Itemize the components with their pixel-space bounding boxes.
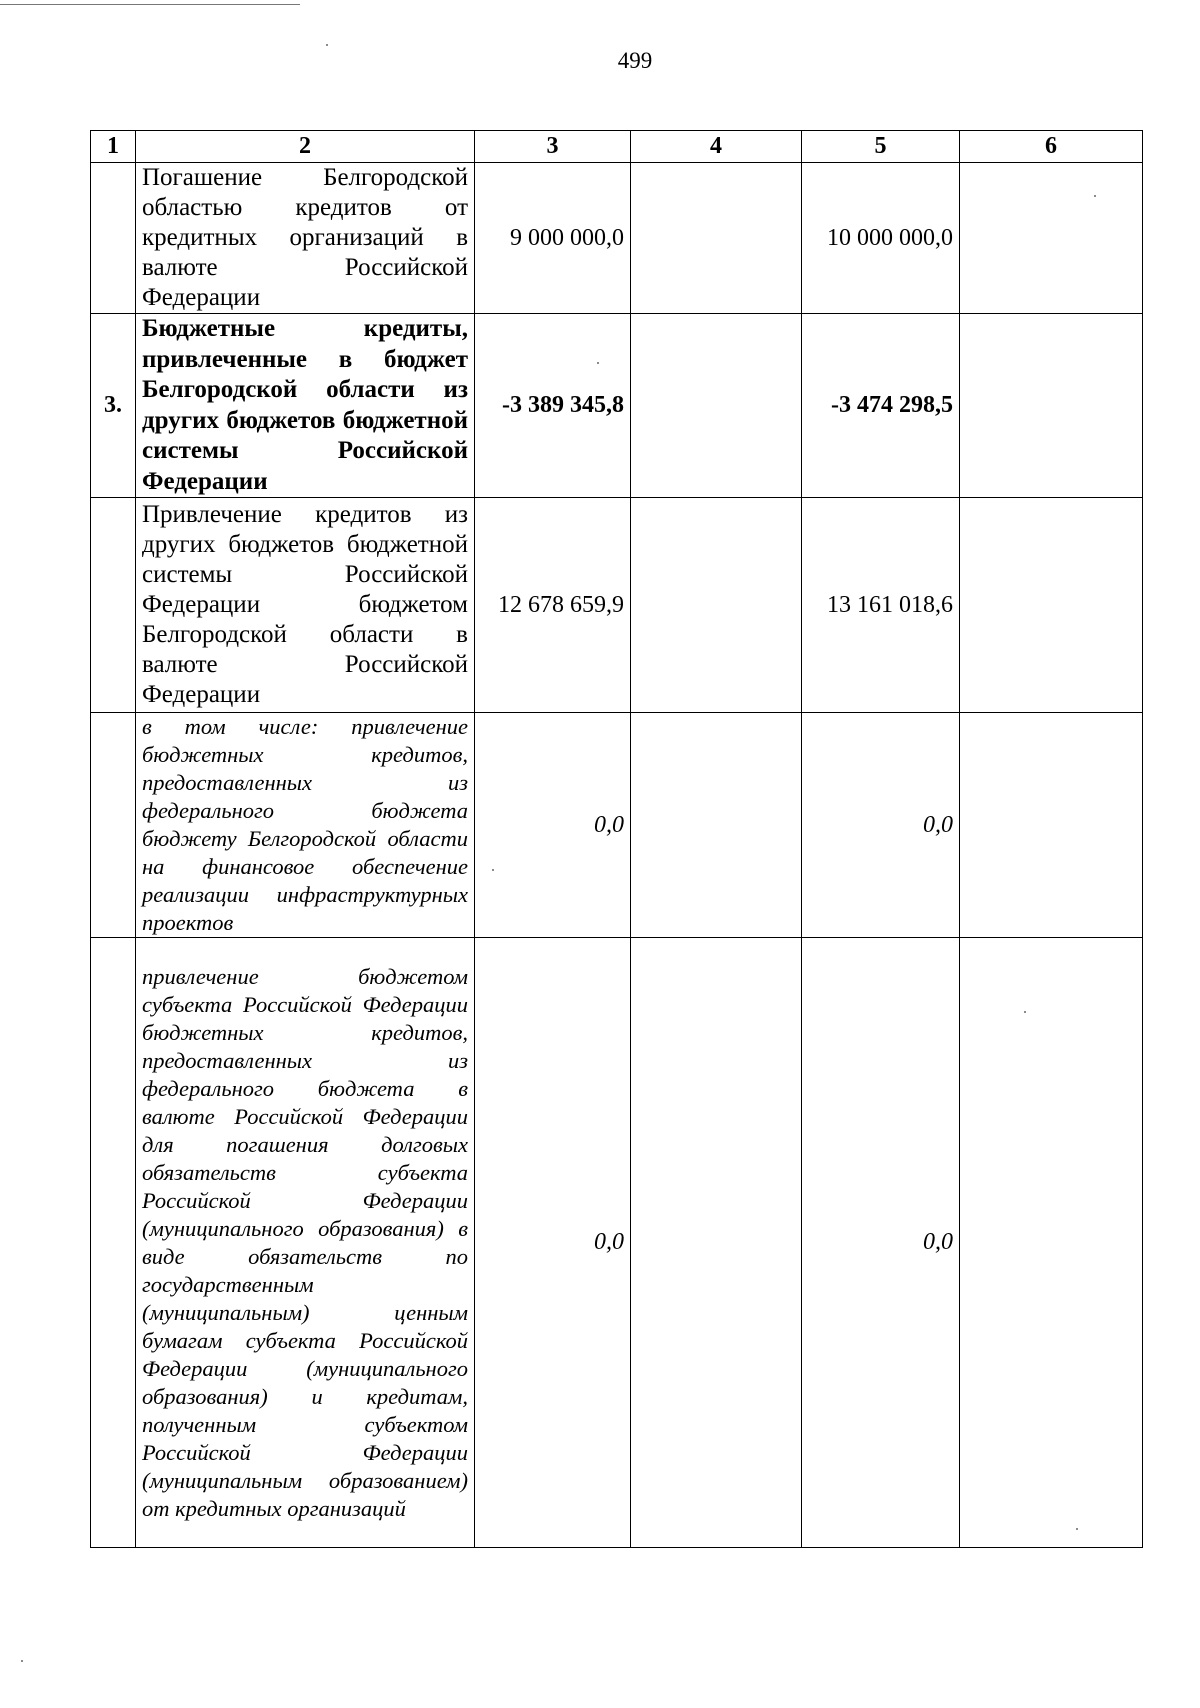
scan-speck (1076, 1528, 1078, 1530)
row-value-col3: 9 000 000,0 (475, 163, 631, 314)
column-header-5: 5 (802, 131, 960, 163)
table-row (91, 314, 1143, 498)
row-description: Привлечение кредитов из других бюджетов бюджетной системы Российской Федерации бюджетом Белгородской области в валюте Российской Федерации (136, 498, 475, 713)
scan-speck (1024, 1011, 1026, 1013)
row-value-col3: 0,0 (475, 938, 631, 1548)
row-index (91, 498, 136, 713)
row-index: 3. (91, 314, 136, 498)
row-description: Бюджетные кредиты, привлеченные в бюджет Белгородской области из других бюджетов бюджетной системы Российской Федерации (136, 314, 475, 498)
row-description: в том числе: привлечение бюджетных кредитов, предоставленных из федерального бюджета бюджету Белгородской области на финансовое обеспечение реализации инфраструктурных проектов (136, 713, 475, 938)
table-header-row (91, 131, 1143, 163)
row-value-col4 (631, 163, 802, 314)
row-value-col6 (960, 314, 1143, 498)
table-row (91, 163, 1143, 314)
table-row (91, 938, 1143, 1548)
row-value-col5: 10 000 000,0 (802, 163, 960, 314)
row-value-col5: 0,0 (802, 713, 960, 938)
row-value-col6 (960, 163, 1143, 314)
row-value-col5: 0,0 (802, 938, 960, 1548)
row-value-col4 (631, 713, 802, 938)
page-number: 499 (617, 48, 653, 73)
scan-speck (492, 869, 494, 871)
row-index (91, 938, 136, 1548)
scan-top-edge-line (0, 4, 300, 5)
column-header-6: 6 (960, 131, 1143, 163)
row-value-col3: -3 389 345,8 (475, 314, 631, 498)
budget-sources-table (90, 130, 1143, 1548)
column-header-4: 4 (631, 131, 802, 163)
row-value-col4 (631, 498, 802, 713)
row-value-col4 (631, 314, 802, 498)
table-row (91, 713, 1143, 938)
row-value-col6 (960, 498, 1143, 713)
row-value-col3: 12 678 659,9 (475, 498, 631, 713)
row-index (91, 713, 136, 938)
row-value-col5: 13 161 018,6 (802, 498, 960, 713)
column-header-2: 2 (136, 131, 475, 163)
scan-speck (1094, 195, 1096, 197)
column-header-3: 3 (475, 131, 631, 163)
scan-speck (597, 362, 599, 364)
row-description: Погашение Белгородской областью кредитов от кредитных организаций в валюте Российской Федерации (136, 163, 475, 314)
column-header-1: 1 (91, 131, 136, 163)
row-value-col6 (960, 938, 1143, 1548)
row-value-col5: -3 474 298,5 (802, 314, 960, 498)
row-value-col4 (631, 938, 802, 1548)
table-row (91, 498, 1143, 713)
row-value-col6 (960, 713, 1143, 938)
scan-speck (326, 44, 328, 46)
row-description: привлечение бюджетом субъекта Российской Федерации бюджетных кредитов, предоставленных из федерального бюджета в валюте Российской Федерации для погашения долговых обязательств субъекта Российской Федерации (муниципального образования) в виде обязательств по государственным (муниципальным) ценным бумагам субъекта Российской Федерации (муниципального образования) и кредитам, полученным субъектом Российской Федерации (муниципальным образованием) от кредитных организаций (136, 938, 475, 1548)
row-value-col3: 0,0 (475, 713, 631, 938)
row-index (91, 163, 136, 314)
scan-speck (21, 1660, 23, 1662)
